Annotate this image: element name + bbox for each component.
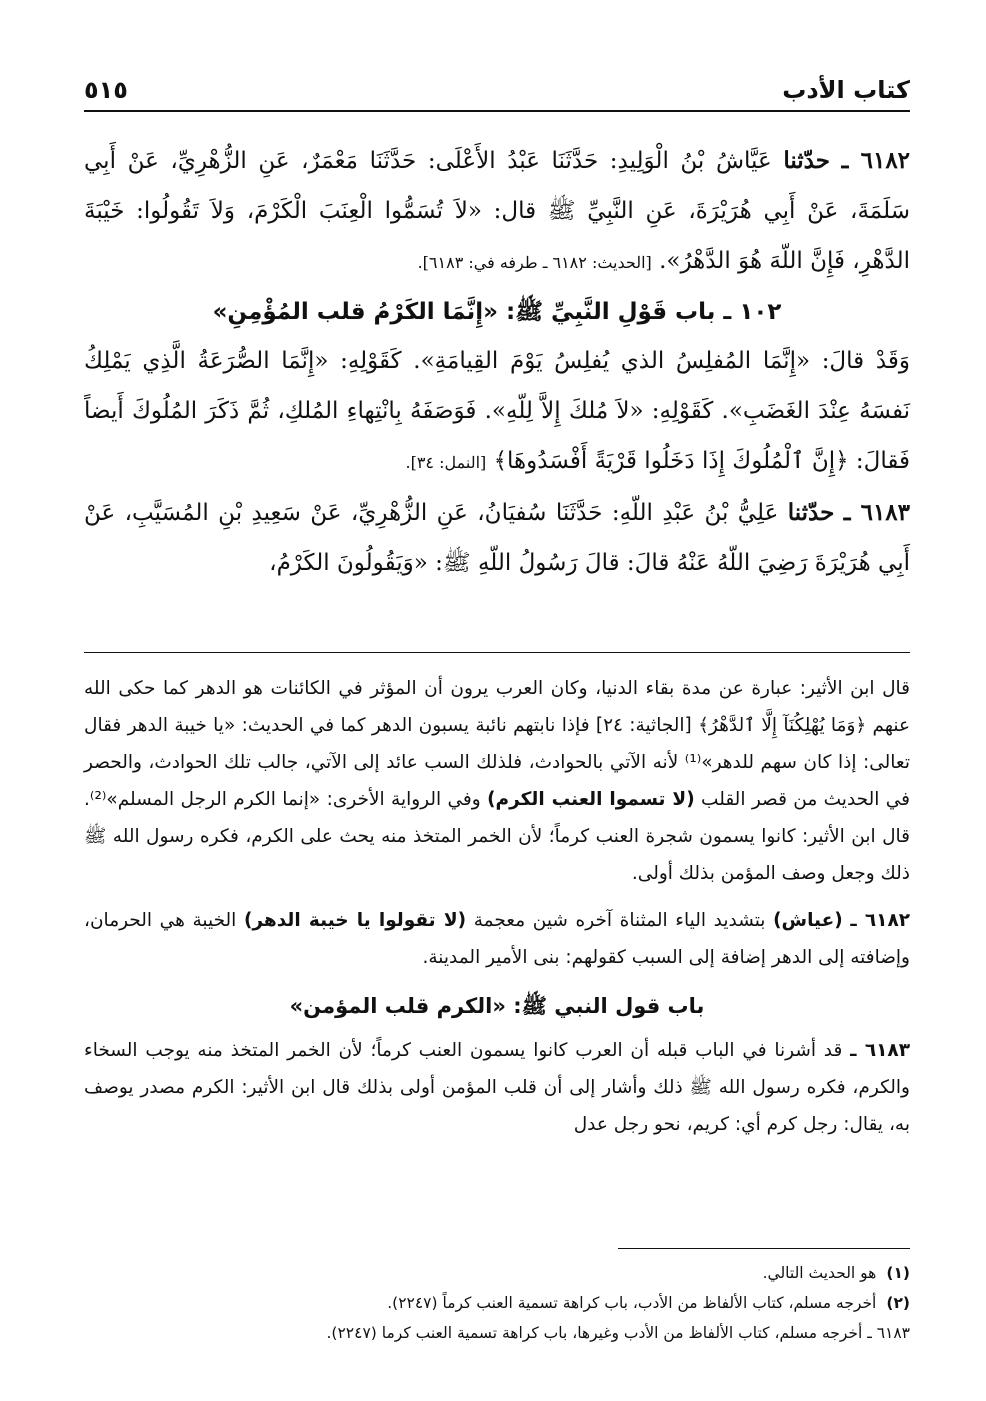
- commentary-text: وفي الرواية الأخرى: «إنما الكرم الرجل المسلم»⁽²⁾. قال ابن الأثير: كانوا يسمون شجرة العنب كرماً؛ لأن الخمر المتخذ منه يحث على الكرم، فكره رسول الله ﷺ ذلك وجعل وصف المؤمن بذلك أولى.: [84, 789, 910, 884]
- book-page: [84, 60, 910, 1360]
- spacer: [84, 892, 910, 902]
- footnotes: [84, 1258, 910, 1348]
- chapter-text: وَقَدْ قالَ: «إِنَّمَا المُفلِسُ الذي يُفلِسُ يَوْمَ القِيامَةِ». كَقَوْلِهِ: «إِنَّمَا الصُّرَعَةُ الَّذِي يَمْلِكُ نَفسَهُ عِنْدَ الغَضَبِ». كَقَوْلِهِ: «لاَ مُلكَ إِلاَّ لِلّهِ». فَوَصَفَهُ بِانْتِهاءِ المُلكِ، ثُمَّ ذَكَرَ المُلُوكَ أَيضاً فَقالَ: ﴿إِنَّ ٱلْمُلُوكَ إِذَا دَخَلُوا قَرْيَةً أَفْسَدُوهَا﴾: [84, 348, 910, 474]
- footnote-2: [84, 1288, 910, 1318]
- commentary-number: ٦١٨٣ ـ: [850, 1040, 910, 1061]
- commentary-divider: [84, 652, 910, 653]
- quran-reference: [النمل: ٣٤].: [405, 453, 487, 472]
- hadith-opening: حدّثنا: [787, 499, 835, 526]
- commentary-section: [84, 670, 910, 1143]
- commentary-paragraph-3: [84, 1032, 910, 1143]
- footnote-mark: (٢): [886, 1294, 910, 1312]
- commentary-chapter-heading: باب قول النبي ﷺ: «الكرم قلب المؤمن»: [289, 994, 705, 1018]
- footnote-rule: [618, 1248, 910, 1249]
- footnote-text: أخرجه مسلم، كتاب الألفاظ من الأدب، باب كراهة تسمية العنب كرماً (٢٢٤٧).: [387, 1294, 877, 1312]
- footnote-text: ٦١٨٣ ـ أخرجه مسلم، كتاب الألفاظ من الأدب وغيرها، باب كراهة تسمية العنب كرما (٢٢٤٧).: [326, 1324, 910, 1342]
- footnote-3: [84, 1318, 910, 1348]
- hadith-text: عَلِيُّ بْنُ عَبْدِ اللّهِ: حَدَّثَنَا سُفيَانُ، عَنِ الزُّهْرِيِّ، عَنْ سَعِيدِ بْنِ المُسَيَّبِ، عَنْ أَبِي هُرَيْرَةَ رَضِيَ اللّهُ عَنْهُ قالَ: قالَ رَسُولُ اللّهِ ﷺ: «وَيَقُولُونَ الكَرْمُ،: [84, 500, 910, 576]
- commentary-bold-phrase: (لا تسموا العنب الكرم): [487, 789, 695, 810]
- footnote-mark: (١): [886, 1264, 910, 1282]
- page-number: ٥١٥: [84, 76, 128, 104]
- commentary-paragraph-2: [84, 902, 910, 976]
- hadith-number: ٦١٨٢ ـ: [841, 147, 911, 174]
- hadith-number: ٦١٨٣ ـ: [843, 499, 911, 526]
- commentary-paragraph-1: [84, 670, 910, 892]
- hadith-6183: [84, 488, 910, 588]
- commentary-text: قد أشرنا في الباب قبله أن العرب كانوا يسمون العنب كرماً؛ لأن الخمر المتخذ منه يوجب السخاء والكرم، فكره رسول الله ﷺ ذلك وأشار إلى أن قلب المؤمن أولى بذلك قال ابن الأثير: الكرم مصدر يوصف به، يقال: رجل كرم أي: كريم، نحو رجل عدل: [84, 1040, 910, 1135]
- running-header: [84, 60, 910, 104]
- header-rule: [84, 110, 910, 112]
- hadith-opening: حدّثنا: [783, 147, 830, 174]
- commentary-text: قال ابن الأثير: عبارة عن مدة بقاء الدنيا، وكان العرب يرون أن المؤثر في الكائنات هو الدهر كما حكى الله عنهم ﴿وَمَا يُهْلِكُنَآ إِلَّا ٱلدَّهْرُ﴾ [الجاثية: ٢٤] فإذا نابتهم نائبة يسبون الدهر كما في الحديث: «يا خيبة الدهر فقال تعالى: إذا كان سهم للدهر»⁽¹⁾ لأنه الآتي بالحوادث، فلذلك السب عائد إلى الآتي، جالب تلك الحوادث، والحصر في الحديث من قصر القلب: [84, 678, 911, 810]
- footnote-text: هو الحديث التالي.: [762, 1264, 877, 1282]
- footnote-1: [84, 1258, 910, 1288]
- hadith-reference: [الحديث: ٦١٨٢ ـ طرفه في: ٦١٨٣].: [417, 253, 652, 272]
- commentary-bold-phrase: (عياش): [773, 910, 843, 931]
- hadith-6182: [84, 136, 910, 288]
- main-text: [84, 136, 910, 588]
- chapter-explanation: [84, 336, 910, 488]
- commentary-text: الخيبة هي الحرمان، وإضافته إلى الدهر إضافة إلى السبب كقولهم: بنى الأمير المدينة.: [84, 910, 910, 968]
- chapter-heading-102: ١٠٢ ـ باب قَوْلِ النَّبِيِّ ﷺ: «إِنَّمَا الكَرْمُ قلب المُؤْمِنِ»: [212, 299, 782, 325]
- commentary-bold-phrase: (لا تقولوا يا خيبة الدهر): [243, 910, 467, 931]
- commentary-text: بتشديد الياء المثناة آخره شين معجمة: [473, 910, 766, 931]
- commentary-number: ٦١٨٢ ـ: [850, 910, 911, 931]
- hadith-text: عَيَّاشُ بْنُ الْوَلِيدِ: حَدَّثَنَا عَبْدُ الأَعْلَى: حَدَّثَنَا مَعْمَرٌ، عَنِ الزُّهْرِيِّ، عَنْ أَبِي سَلَمَةَ، عَنْ أَبِي هُرَيْرَةَ، عَنِ النَّبِيِّ ﷺ قال: «لاَ تُسَمُّوا الْعِنَبَ الْكَرْمَ، وَلاَ تَقُولُوا: خَيْبَةَ الدَّهْرِ، فَإِنَّ اللّهَ هُوَ الدَّهْرُ».: [84, 148, 910, 274]
- book-title: كتاب الأدب: [782, 76, 910, 104]
